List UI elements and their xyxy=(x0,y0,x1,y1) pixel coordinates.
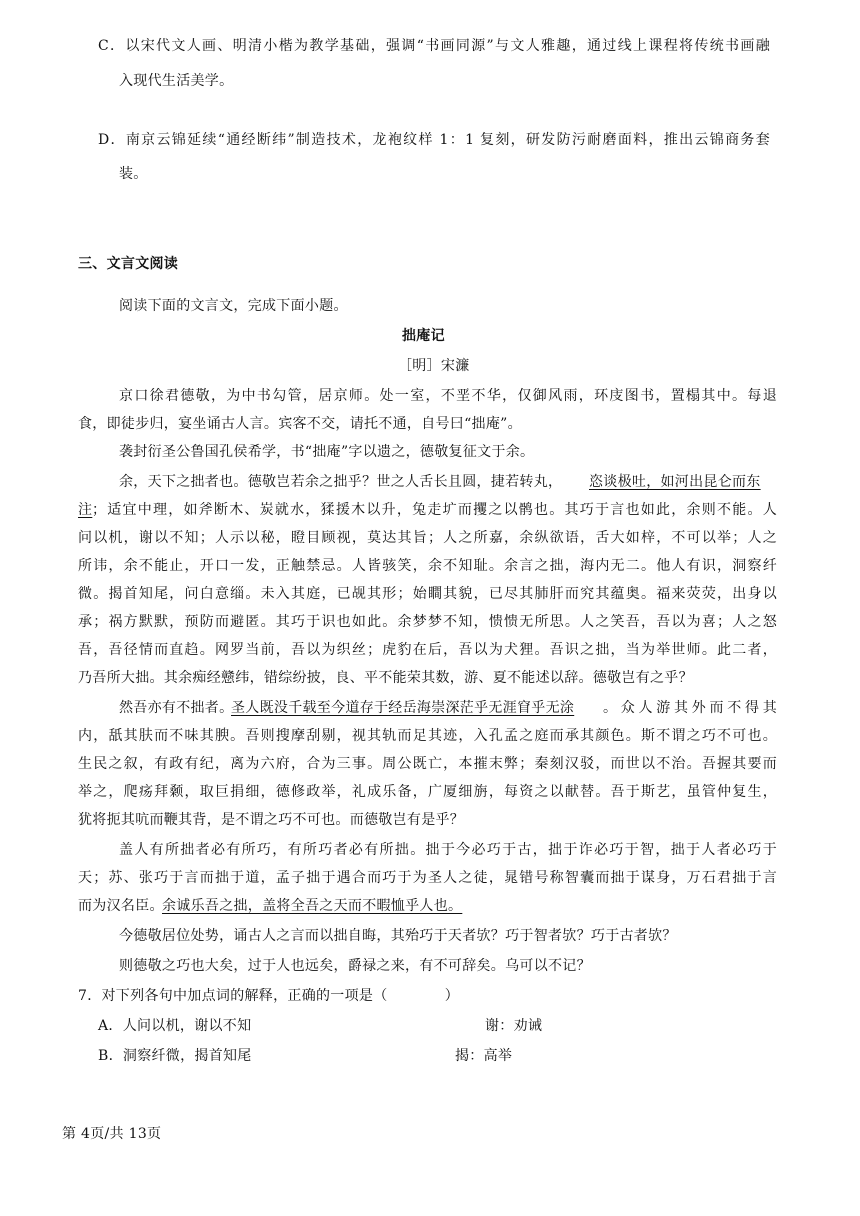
text-line: 乃吾所大拙。其余痴经戆纬，错综纷披，良、平不能荣其数，游、夏不能述以辞。德敬岂有之乎？ xyxy=(78,670,693,686)
text-line: C．以宋代文人画、明清小楷为教学基础，强调“书画同源”与文人雅趣，通过线上课程将传统书画融 xyxy=(98,38,770,54)
text-line: 然吾亦有不拙者。 xyxy=(119,700,234,716)
text-line: 入现代生活美学。 xyxy=(119,73,234,89)
text-line: 食，即徒步归，宴坐诵古人言。宾客不交，请托不通，自号曰“拙庵”。 xyxy=(78,416,522,432)
text-line: 生民之叙，有政有纪，离为六府，合为三事。周公既亡，本摧末弊；秦刻汉驳，而世以不治。吾握其要而 xyxy=(78,756,777,772)
text-line: 承；祸方默默，预防而避匿。其巧于识也如此。余梦梦不知，愦愦无所思。人之笑吾，吾以为喜；人之怒 xyxy=(78,614,777,630)
text-line: 所讳，余不能止，开口一发，正触禁忌。人皆骇笑，余不知耻。余言之拙，海内无二。他人有识，洞察纤 xyxy=(78,558,777,574)
text-line: 揭：高举 xyxy=(455,1048,513,1064)
text-line: 装。 xyxy=(119,166,148,182)
heading-line: 三、文言文阅读 xyxy=(78,256,179,272)
text-line: 天；苏、张巧于言而拙于道，孟子拙于遇合而巧于为圣人之徒，晁错号称智囊而拙于谋身，万石君拙于言 xyxy=(78,870,777,886)
text-line: 余，天下之拙者也。德敬岂若余之拙乎？世之人舌长且圆，捷若转丸， xyxy=(119,474,563,490)
text-line: 问以机，谢以不知；人示以秘，瞪目顾视，莫达其旨；人之所嘉，余纵欲语，舌大如梓，不可以举；人之 xyxy=(78,530,777,546)
text-line: A．人问以机，谢以不知 xyxy=(98,1018,252,1034)
heading-line: 拙庵记 xyxy=(402,328,445,344)
text-line: 谢：劝诫 xyxy=(485,1018,543,1034)
underlined-text: 恣谈极吐，如河出昆仑而东 xyxy=(589,474,761,490)
text-line: 举之，爬疡拜颡，取巨捐细，德修政举，礼成乐备，广厦细旃，每资之以献替。吾于斯艺，虽管仲复生， xyxy=(78,784,777,800)
text-line: 7．对下列各句中加点词的解释，正确的一项是（ ） xyxy=(78,988,460,1004)
underlined-text: 注 xyxy=(78,502,93,518)
text-line: 犹将扼其吭而鞭其背，是不谓之巧不可也。而德敬岂有是乎？ xyxy=(78,812,465,828)
text-line: 。众人游其外而不得其 xyxy=(603,700,777,716)
text-line: 内，舐其肤而不味其腴。吾则搜摩刮剔，视其轨而足其迹，入孔孟之庭而承其颜色。斯不谓之巧不可也。 xyxy=(78,728,777,744)
text-line: 袭封衍圣公鲁国孔侯希学，书“拙庵”字以遗之，德敬复征文于余。 xyxy=(119,444,535,460)
text-line: B．洞察纤微，揭首知尾 xyxy=(98,1048,252,1064)
text-line: 今德敬居位处势，诵古人之言而以拙自晦，其殆巧于天者欤？巧于智者欤？巧于古者欤？ xyxy=(119,928,677,944)
text-line: 而为汉名臣。 xyxy=(78,898,164,914)
text-line: 京口徐君德敬，为中书勾管，居京师。处一室，不垩不华，仅御风雨，环庋图书，置榻其中。每退 xyxy=(119,388,777,404)
text-line: ［明］宋濂 xyxy=(398,358,470,374)
text-line: ；适宜中理，如斧断木、炭就水，猱援木以升，兔走圹而攫之以鹘也。其巧于言也如此，余则不能。人 xyxy=(92,502,777,518)
underlined-text: 圣人既没千载至今道存于经岳海崇深茫乎无涯窅乎无涂 xyxy=(231,700,575,716)
text-line: D．南京云锦延续“通经断纬”制造技术，龙袍纹样 1：1 复刻，研发防污耐磨面料，推出云锦商务套 xyxy=(98,132,770,148)
text-line: 则德敬之巧也大矣，过于人也远矣，爵禄之来，有不可辞矣。乌可以不记？ xyxy=(119,958,591,974)
text-line: 微。揭首知尾，问白意缁。未入其庭，已觇其形；始瞷其貌，已尽其肺肝而究其蕴奥。福来荧荧，出身以 xyxy=(78,586,777,602)
underlined-text: 余诚乐吾之拙，盖将全吾之天而不暇恤乎人也。 xyxy=(162,898,463,914)
text-line: 阅读下面的文言文，完成下面小题。 xyxy=(119,298,348,314)
text-line: 吾，吾径情而直趋。网罗当前，吾以为织丝；虎豹在后，吾以为犬狸。吾识之拙，当为举世师。此二者， xyxy=(78,642,777,658)
text-line: 盖人有所拙者必有所巧，有所巧者必有所拙。拙于今必巧于古，拙于诈必巧于智，拙于人者必巧于 xyxy=(119,842,777,858)
page-footer: 第 4页/共 13页 xyxy=(62,1126,162,1142)
